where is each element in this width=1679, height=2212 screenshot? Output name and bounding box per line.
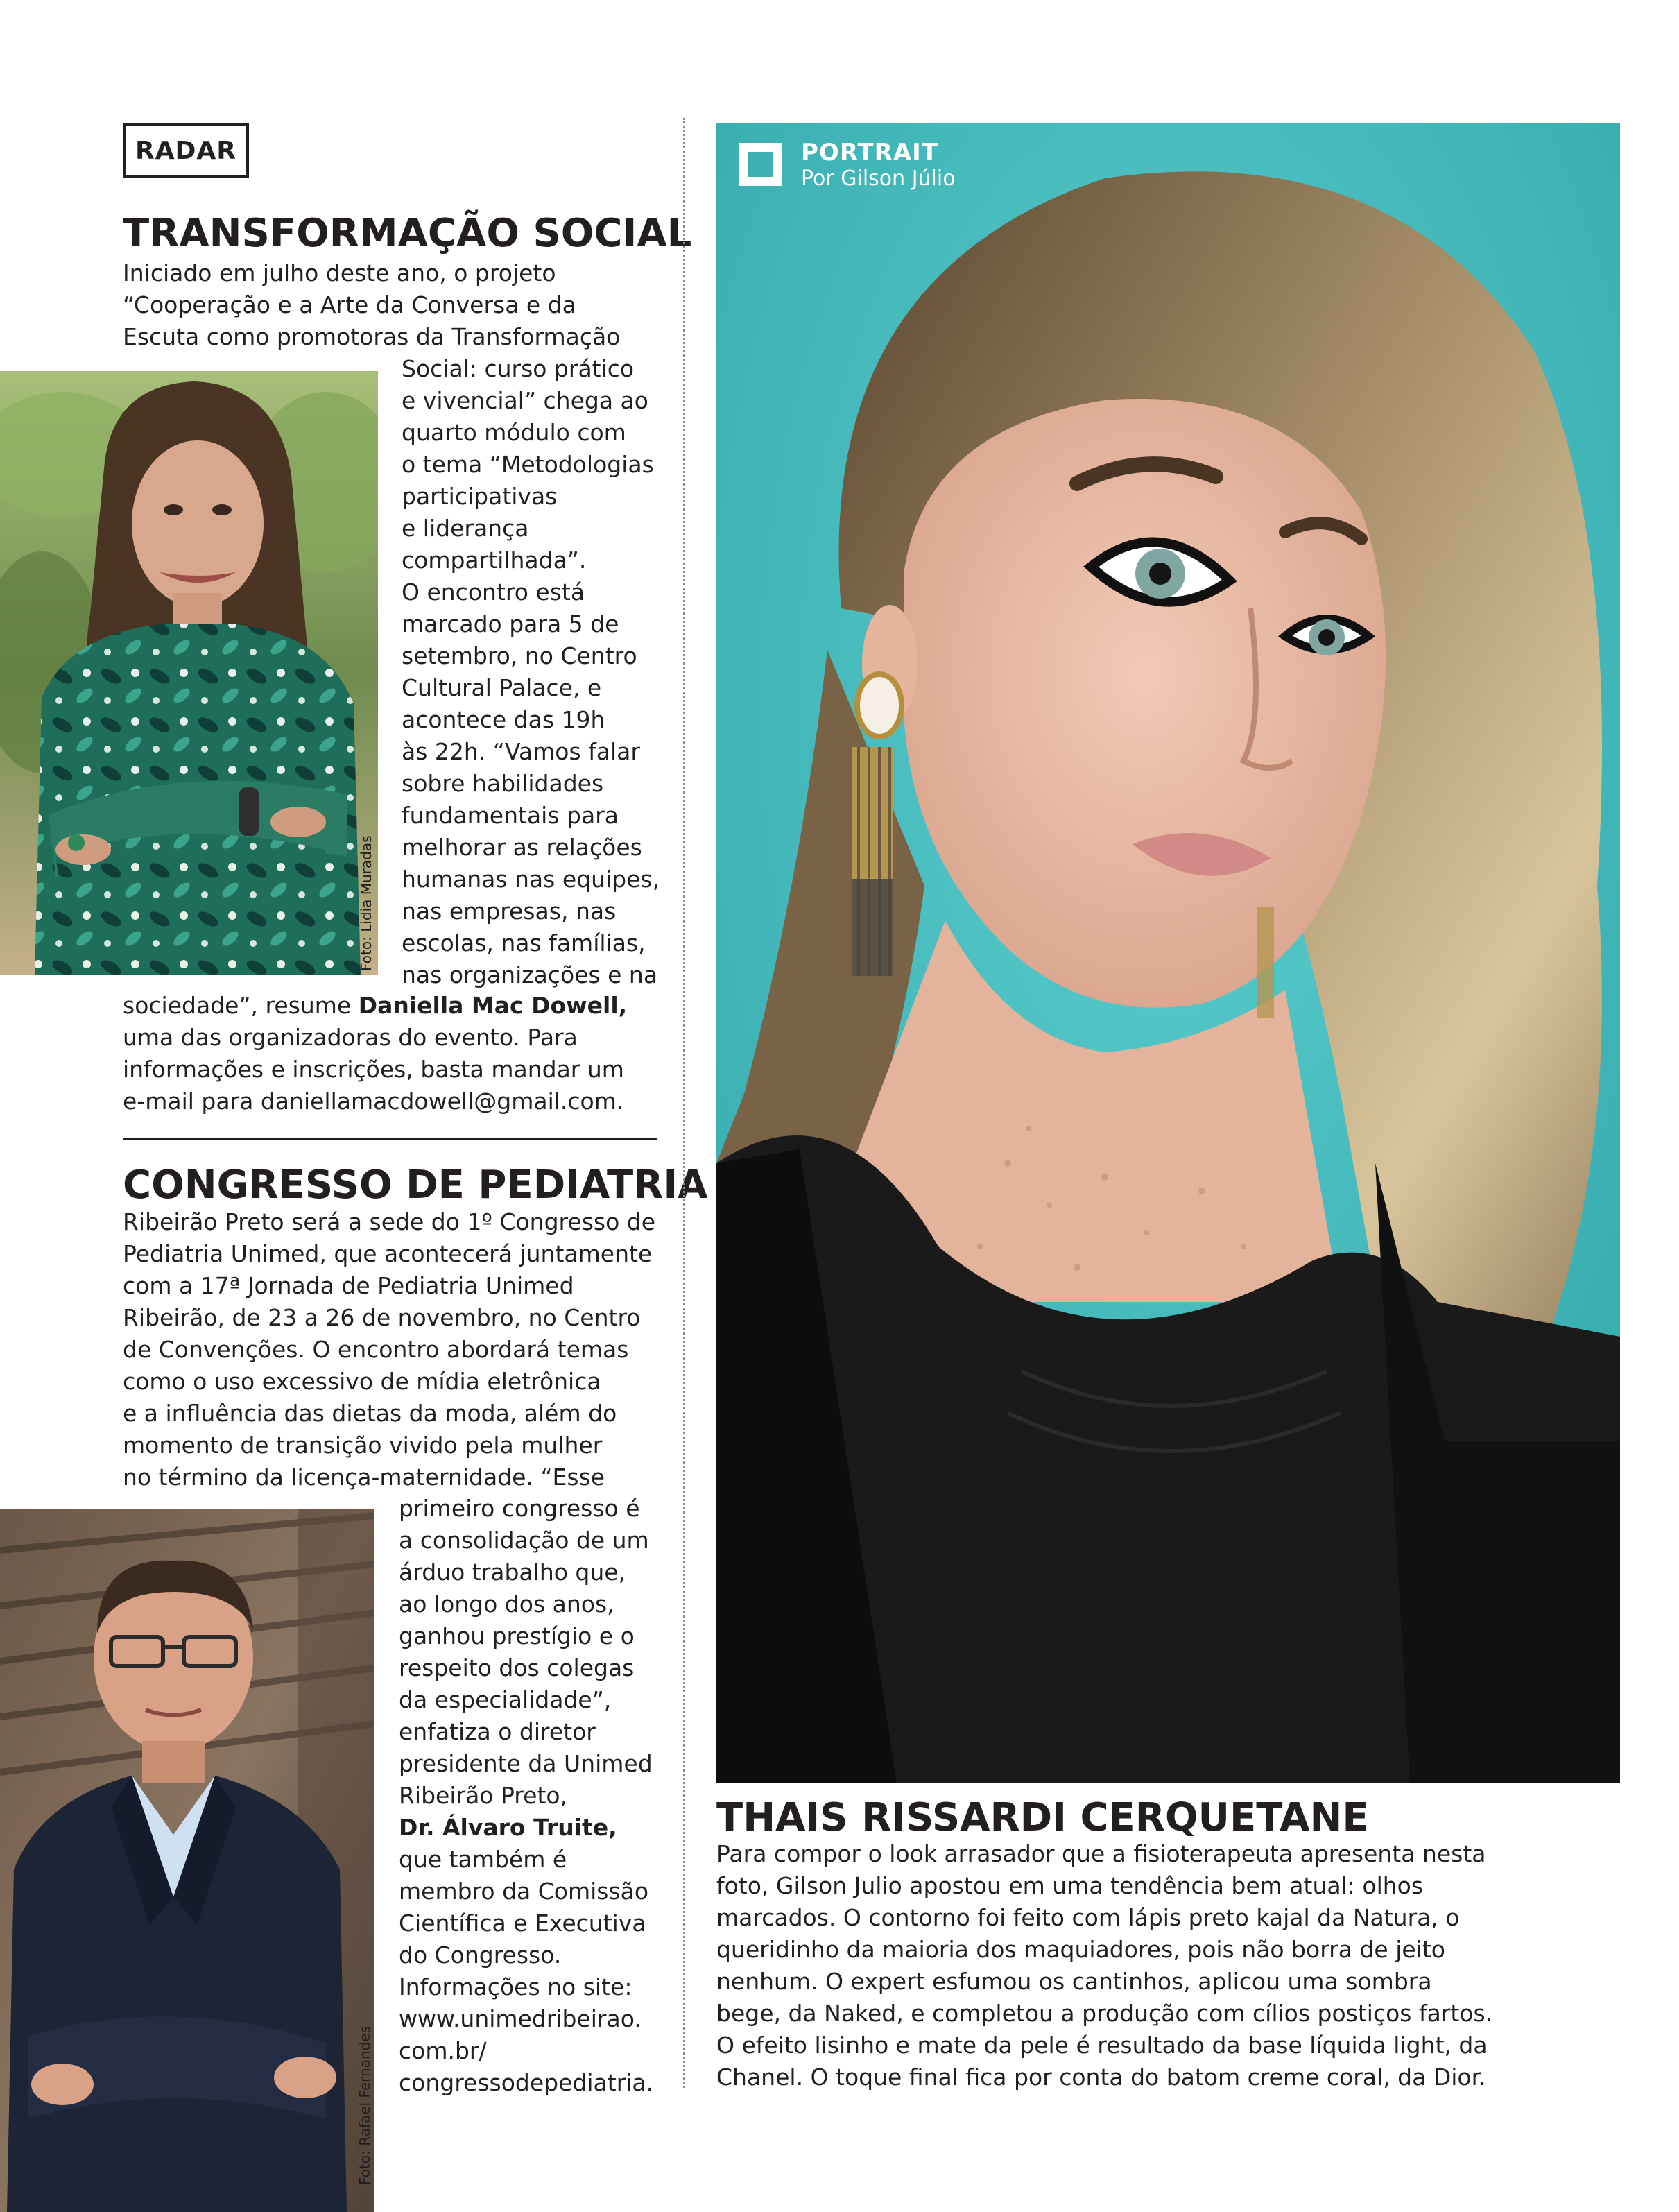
- article2-intro: [123, 1206, 655, 1493]
- photo-daniella: [0, 371, 378, 975]
- text-line: e liderança: [402, 515, 529, 542]
- text-line: marcado para 5 de: [402, 610, 619, 637]
- text-line: congressodepediatria.: [399, 2069, 654, 2096]
- person-name-alvaro: Dr. Álvaro Truite,: [399, 1814, 617, 1841]
- text-line: com a 17ª Jornada de Pediatria Unimed: [123, 1272, 574, 1299]
- portrait-caption: [716, 1838, 1492, 2093]
- woman-portrait-illustration: [0, 371, 378, 975]
- section-rule: [123, 1138, 657, 1140]
- text-line: enfatiza o diretor: [399, 1718, 596, 1745]
- text-line: Cultural Palace, e: [402, 674, 602, 701]
- text-line: e a influência das dietas da moda, além do: [123, 1400, 617, 1427]
- text-line: Para compor o look arrasador que a fisioterapeuta apresenta nesta: [716, 1840, 1486, 1867]
- text-line: [399, 1812, 653, 1844]
- section-tag: RADAR: [123, 123, 249, 178]
- photo-alvaro: [0, 1509, 374, 2212]
- photo-credit-rafael: Foto: Rafael Fernandes: [356, 2025, 373, 2185]
- text-line: escolas, nas famílias,: [402, 929, 646, 957]
- portrait-illustration: [716, 123, 1620, 1783]
- text-line: da especialidade”,: [399, 1686, 612, 1713]
- text-line: Social: curso prático: [402, 355, 635, 382]
- text-line: Chanel. O toque final fica por conta do batom creme coral, da Dior.: [716, 2064, 1486, 2091]
- text-line: com.br/: [399, 2037, 487, 2064]
- portrait-label-text: [801, 139, 956, 191]
- text-line: Escuta como promotoras da Transformação: [123, 323, 621, 350]
- text-line: do Congresso.: [399, 1941, 562, 1969]
- text-line: nenhum. O expert esfumou os cantinhos, aplicou uma sombra: [716, 1968, 1432, 1995]
- text-line: Informações no site:: [399, 1973, 632, 2000]
- text-line: fundamentais para: [402, 802, 619, 829]
- person-name-daniella: Daniella Mac Dowell,: [358, 992, 628, 1019]
- text-line: que também é: [399, 1846, 567, 1873]
- text-line: acontece das 19h: [402, 706, 605, 733]
- text-line: www.unimedribeirao.: [399, 2005, 642, 2032]
- portrait-label: [739, 139, 956, 191]
- text-line: uma das organizadoras do evento. Para: [123, 1024, 578, 1051]
- photo-thais: [716, 123, 1620, 1783]
- photo-credit-lidia: Foto: Lidia Muradas: [358, 835, 374, 971]
- text-line: ao longo dos anos,: [399, 1591, 614, 1618]
- text-line: compartilhada”.: [402, 547, 587, 574]
- text-line: Ribeirão Preto,: [399, 1782, 568, 1809]
- text-line: O encontro está: [402, 578, 585, 606]
- text-line: participativas: [402, 483, 558, 510]
- portrait-byline: Por Gilson Júlio: [801, 166, 956, 191]
- text-line: no término da licença-maternidade. “Esse: [123, 1464, 605, 1491]
- text-line: marcados. O contorno foi feito com lápis preto kajal da Natura, o: [716, 1904, 1460, 1931]
- text-line: ganhou prestígio e o: [399, 1622, 635, 1649]
- text-line: Científica e Executiva: [399, 1910, 646, 1937]
- portrait-label-title: PORTRAIT: [801, 139, 939, 166]
- text-line: quarto módulo com: [402, 419, 626, 446]
- man-portrait-illustration: [0, 1509, 374, 2212]
- article1-wrapped-text: [402, 353, 660, 991]
- text-line: a consolidação de um: [399, 1527, 649, 1554]
- text-line: nas organizações e na: [402, 961, 658, 988]
- column-divider: [683, 118, 685, 2088]
- article1-intro: [123, 257, 620, 353]
- text-line: de Convenções. O encontro abordará temas: [123, 1336, 629, 1363]
- text-fragment: sociedade”, resume: [123, 992, 359, 1019]
- text-line: Iniciado em julho deste ano, o projeto: [123, 259, 556, 286]
- text-line: setembro, no Centro: [402, 642, 637, 669]
- text-line: presidente da Unimed: [399, 1750, 653, 1777]
- text-line: O efeito lisinho e mate da pele é resultado da base líquida light, da: [716, 2032, 1488, 2059]
- article1-closing: [123, 990, 627, 1117]
- text-line: foto, Gilson Julio apostou em uma tendência bem atual: olhos: [716, 1872, 1424, 1899]
- text-line: “Cooperação e a Arte da Conversa e da: [123, 291, 576, 318]
- text-line: queridinho da maioria dos maquiadores, pois não borra de jeito: [716, 1936, 1445, 1963]
- text-line: [123, 990, 627, 1022]
- article-title-congresso: CONGRESSO DE PEDIATRIA: [123, 1163, 708, 1208]
- article-title-thais: THAIS RISSARDI CERQUETANE: [716, 1795, 1369, 1840]
- text-line: nas empresas, nas: [402, 898, 617, 925]
- text-line: membro da Comissão: [399, 1878, 649, 1905]
- article-title-transformacao: TRANSFORMAÇÃO SOCIAL: [123, 211, 692, 256]
- text-line: e-mail para daniellamacdowell@gmail.com.: [123, 1088, 624, 1115]
- text-line: e vivencial” chega ao: [402, 387, 648, 414]
- text-line: melhorar as relações: [402, 834, 642, 861]
- text-line: bege, da Naked, e completou a produção com cílios postiços fartos.: [716, 2000, 1493, 2027]
- text-line: o tema “Metodologias: [402, 451, 654, 478]
- text-line: Ribeirão, de 23 a 26 de novembro, no Centro: [123, 1304, 641, 1331]
- text-line: sobre habilidades: [402, 770, 604, 797]
- text-line: Ribeirão Preto será a sede do 1º Congresso de: [123, 1208, 656, 1235]
- text-line: momento de transição vivido pela mulher: [123, 1432, 603, 1459]
- text-line: Pediatria Unimed, que acontecerá juntamente: [123, 1240, 653, 1267]
- text-line: às 22h. “Vamos falar: [402, 738, 640, 765]
- text-line: humanas nas equipes,: [402, 866, 660, 893]
- text-line: primeiro congresso é: [399, 1495, 640, 1522]
- text-line: como o uso excessivo de mídia eletrônica: [123, 1368, 601, 1395]
- square-icon: [739, 143, 782, 186]
- text-line: árduo trabalho que,: [399, 1559, 626, 1586]
- article2-wrapped-text: [399, 1493, 653, 2099]
- text-line: informações e inscrições, basta mandar um: [123, 1056, 624, 1083]
- text-line: respeito dos colegas: [399, 1654, 635, 1681]
